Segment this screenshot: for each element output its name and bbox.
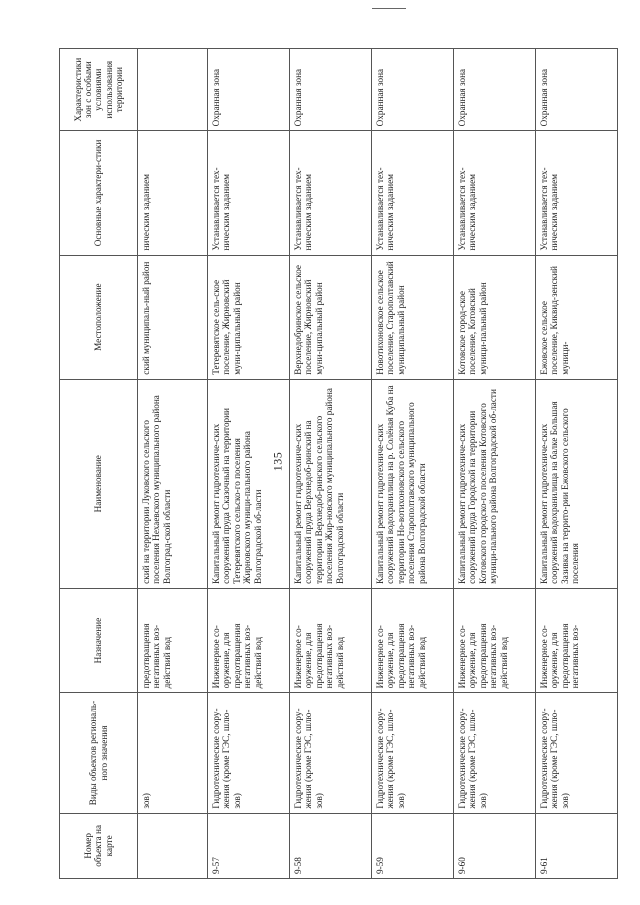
- table-row: [372, 49, 454, 879]
- header-characteristics: Основные характери-стики: [60, 131, 138, 255]
- cell-number: 9-59: [372, 813, 454, 878]
- cell-purpose: Инженерное со-оружение, для предотвращения негативных воз-действий вод: [290, 588, 372, 693]
- cell-purpose: Инженерное со-оружение, для предотвращения негативных воз-действий вод: [208, 588, 290, 693]
- table-row: [536, 49, 618, 879]
- cell-kind: Гидротехнические соору-жения (кроме ГЭС, шлю-зов): [372, 693, 454, 813]
- cell-kind: зов): [138, 693, 208, 813]
- table-row: [454, 49, 536, 879]
- cell-kind: Гидротехнические соору-жения (кроме ГЭС, шлю-зов): [536, 693, 618, 813]
- table-row: [208, 49, 290, 879]
- cell-location: ский муниципаль-ный район: [138, 255, 208, 379]
- header-purpose: Назначение: [60, 588, 138, 693]
- cell-zone: Охранная зона: [372, 49, 454, 131]
- cell-name: Капитальный ремонт гидротехниче-ских сооружений водохранилища на р. Солёная Кубa на территории Но-вотихоновского сельского поселения Старополтавского муниципального района Волгоградской области: [372, 379, 454, 588]
- header-location: Местоположение: [60, 255, 138, 379]
- cell-kind: Гидротехнические соору-жения (кроме ГЭС, шлю-зов): [290, 693, 372, 813]
- page-number: 135: [270, 451, 285, 472]
- cell-number: 9-58: [290, 813, 372, 878]
- cell-purpose: Инженерное со-оружение, для предотвращения негативных воз-: [536, 588, 618, 693]
- cell-location: Верхнедобринское сельское поселение, Жирновский муни-ципальный район: [290, 255, 372, 379]
- top-edge-rule: [372, 8, 406, 9]
- cell-location: Тетеревятское сель-ское поселение, Жирновский муни-ципальный район: [208, 255, 290, 379]
- cell-zone: Охранная зона: [290, 49, 372, 131]
- cell-name: Капитальный ремонт гидротехниче-ских сооружений водохранилища на балке Большая Зазивка на террито-рии Ежовского сельского поселения: [536, 379, 618, 588]
- cell-purpose: предотвращения негативных воз-действий вод: [138, 588, 208, 693]
- cell-name: Капитальный ремонт гидротехниче-ских сооружений пруда Верхнедоб-ринский на территории Верхнедоб-ринского сельского поселения Жир-новского муниципального района Волгоградской области: [290, 379, 372, 588]
- header-kind: Виды объектов региональ-ного значения: [60, 693, 138, 813]
- header-number: Номер объекта на карте: [60, 813, 138, 878]
- header-zone: Характеристики зон с особыми условиями использования территории: [60, 49, 138, 131]
- cell-kind: Гидротехнические соору-жения (кроме ГЭС, шлю-зов): [454, 693, 536, 813]
- cell-location: Новотихоновское сельское поселение, Старополтавский муниципальный район: [372, 255, 454, 379]
- cell-characteristics: Устанавливается тех-ническим заданием: [454, 131, 536, 255]
- cell-zone: Охранная зона: [536, 49, 618, 131]
- table-row: [290, 49, 372, 879]
- cell-kind: Гидротехнические соору-жения (кроме ГЭС, шлю-зов): [208, 693, 290, 813]
- cell-characteristics: Устанавливается тех-ническим заданием: [208, 131, 290, 255]
- cell-number: [138, 813, 208, 878]
- cell-location: Котовское город-ское поселение, Котовский муници-пальный район: [454, 255, 536, 379]
- cell-purpose: Инженерное со-оружение, для предотвращения негативных воз-действий вод: [454, 588, 536, 693]
- cell-zone: [138, 49, 208, 131]
- cell-zone: Охранная зона: [454, 49, 536, 131]
- cell-purpose: Инженерное со-оружение, для предотвращения негативных воз-действий вод: [372, 588, 454, 693]
- regional-objects-table: [59, 48, 618, 879]
- cell-number: 9-60: [454, 813, 536, 878]
- cell-number: 9-57: [208, 813, 290, 878]
- cell-characteristics: Устанавливается тех-ническим заданием: [290, 131, 372, 255]
- cell-zone: Охранная зона: [208, 49, 290, 131]
- cell-location: Ежовское сельское поселение, Киквид-зенский муници-: [536, 255, 618, 379]
- cell-characteristics: ническим заданием: [138, 131, 208, 255]
- cell-name: ский на территории Луковского сельского поселения Нехаевского муниципального района Волгоград-ской области: [138, 379, 208, 588]
- table-header-row: [60, 49, 138, 879]
- header-name: Наименование: [60, 379, 138, 588]
- cell-number: 9-61: [536, 813, 618, 878]
- table-row-continuation: [138, 49, 208, 879]
- cell-characteristics: Устанавливается тех-ническим заданием: [536, 131, 618, 255]
- cell-name: Капитальный ремонт гидротехниче-ских сооружений пруда Сказочный на территории Тетеревятского сельско-го поселения Жирновского муници-пального района Волгоградской об-ласти: [208, 379, 290, 588]
- cell-name: Капитальный ремонт гидротехниче-ских сооружений пруда Городской на территории Котовского городско-го поселения Котовского муници-пального района Волгоградской об-ласти: [454, 379, 536, 588]
- cell-characteristics: Устанавливается тех-ническим заданием: [372, 131, 454, 255]
